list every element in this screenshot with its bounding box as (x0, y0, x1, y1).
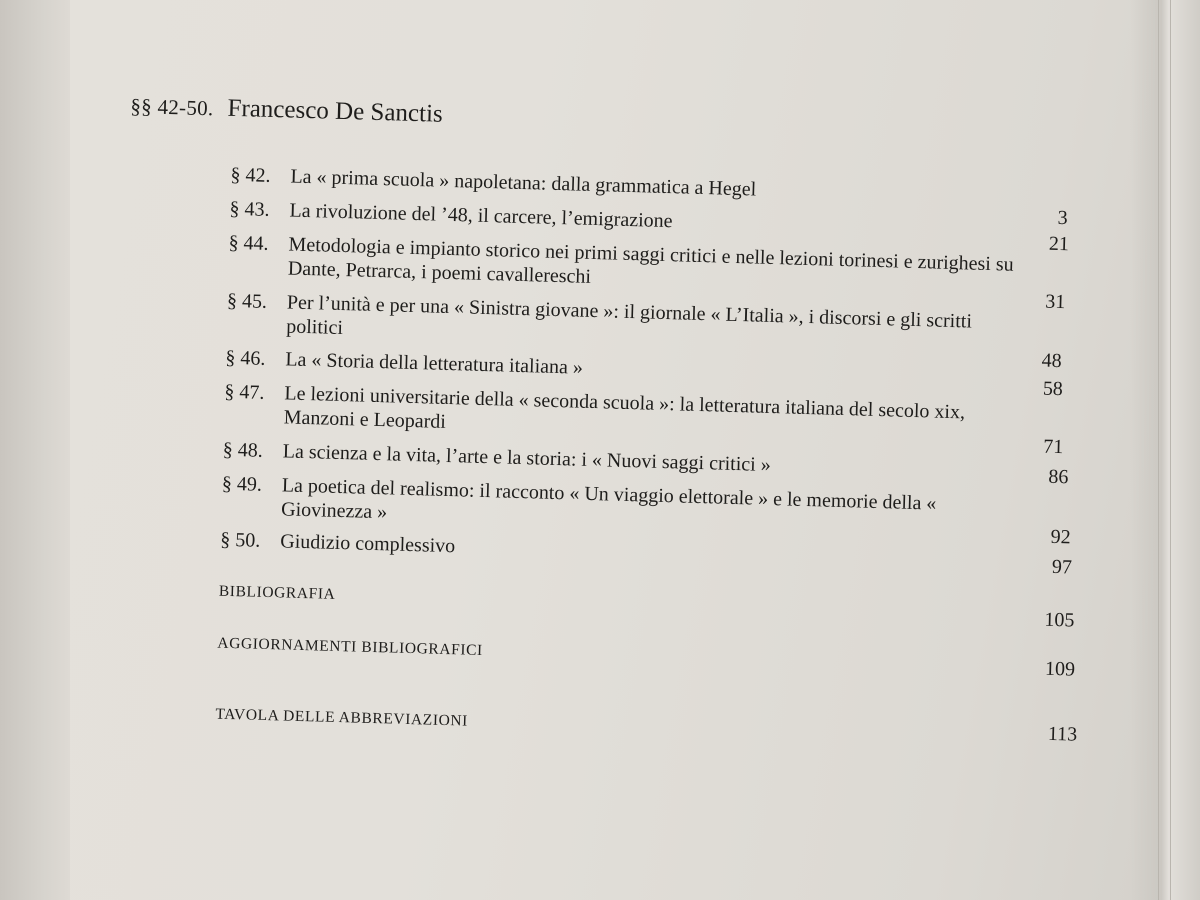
page-number: 92 (1050, 525, 1072, 549)
page-number: 58 (1042, 377, 1064, 401)
toc-entry (228, 231, 1029, 301)
page-number: 3 (1057, 206, 1068, 230)
section-title: Giudizio complessivo (279, 530, 456, 558)
section-number: § 44. (228, 231, 269, 255)
abbreviations-heading: TAVOLA DELLE ABBREVIAZIONI (215, 705, 469, 730)
page-number: 48 (1041, 349, 1062, 373)
page-number: 109 (1044, 657, 1076, 681)
section-title: La « prima scuola » napoletana: dalla grammatica a Hegel (290, 165, 757, 201)
section-number: § 43. (229, 197, 270, 221)
section-title: La poetica del realismo: il racconto « Un viaggio elettorale » e le memorie della « Giovinezza » (280, 474, 937, 524)
section-number: § 46. (225, 346, 266, 370)
page-number: 105 (1044, 608, 1075, 632)
page-number: 71 (1042, 435, 1064, 459)
chapter-heading (130, 92, 443, 129)
chapter-title: Francesco De Sanctis (227, 94, 444, 128)
updates-heading: AGGIORNAMENTI BIBLIOGRAFICI (217, 634, 484, 660)
page-number: 97 (1051, 555, 1073, 579)
section-title: Metodologia e impianto storico nei primi saggi critici e nelle lezioni torinesi e zurighesi su Dante, Petrarca, i poemi cavallereschi (287, 233, 1014, 288)
section-title: Le lezioni universitarie della « seconda scuola »: la letteratura italiana del secolo xix, Manzoni e Leopardi (283, 382, 966, 433)
section-number: § 42. (230, 163, 271, 187)
bibliography-heading: BIBLIOGRAFIA (218, 582, 336, 603)
section-number: § 48. (222, 438, 264, 462)
page-number: 86 (1048, 465, 1069, 489)
page-number: 31 (1044, 290, 1066, 314)
section-title: Per l’unità e per una « Sinistra giovane »: il giornale « L’Italia », i discorsi e gli scritti politici (285, 291, 973, 340)
section-number: § 50. (220, 528, 261, 552)
chapter-number: §§ 42-50. (130, 94, 214, 121)
section-title: La rivoluzione del ’48, il carcere, l’emigrazione (289, 199, 673, 233)
page-number: 113 (1047, 722, 1078, 746)
section-title: La « Storia della letteratura italiana » (285, 348, 584, 379)
section-number: § 49. (221, 472, 263, 496)
section-number: § 45. (226, 289, 268, 313)
section-number: § 47. (224, 380, 265, 404)
section-title: La scienza e la vita, l’arte e la storia: i « Nuovi saggi critici » (282, 440, 772, 477)
toc-entry (223, 380, 1024, 450)
page-number: 21 (1048, 232, 1070, 256)
